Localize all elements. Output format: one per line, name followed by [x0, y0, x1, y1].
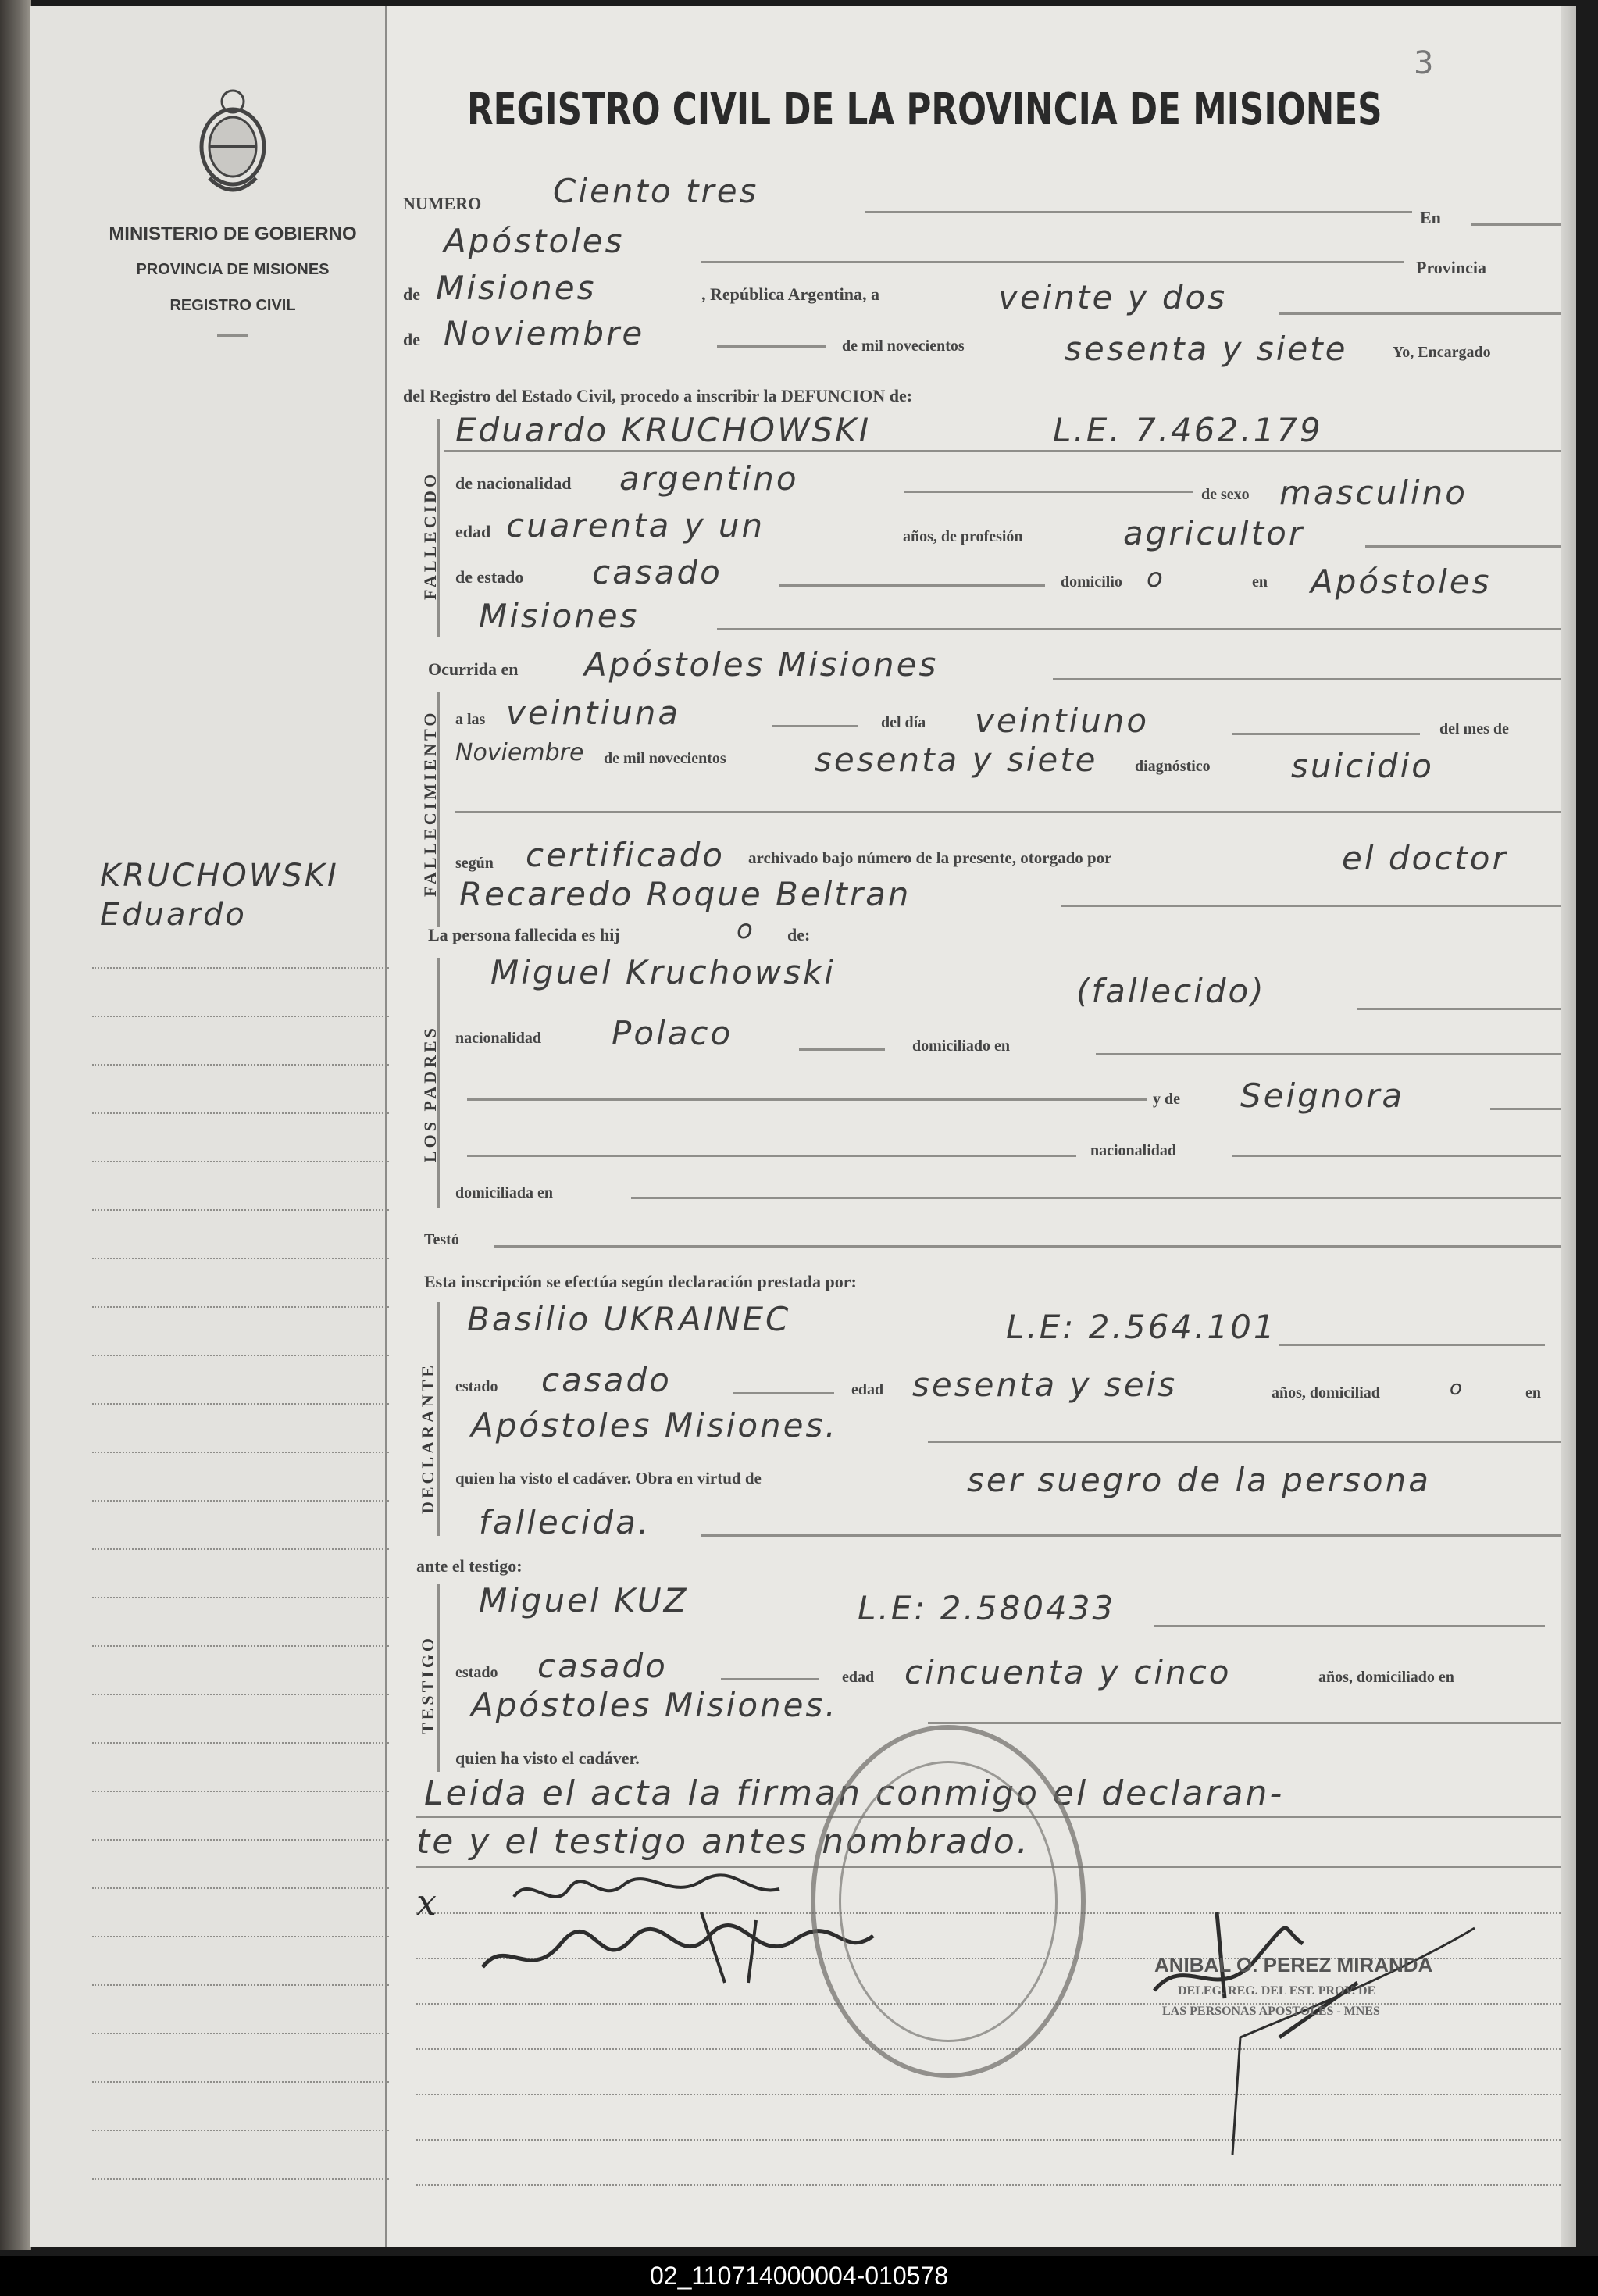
field-test-estado: casado	[537, 1647, 668, 1685]
field-doctor: el doctor	[1342, 839, 1508, 877]
label-persona: La persona fallecida es hij	[428, 925, 620, 944]
field-declarante-le: L.E: 2.564.101	[1006, 1308, 1277, 1346]
stub-ruled-line	[92, 1258, 389, 1259]
official-title2: LAS PERSONAS APOSTOLES - MNES	[1162, 2005, 1380, 2018]
stub-ruled-line	[92, 1355, 389, 1356]
field-anio-fall: sesenta y siete	[815, 741, 1098, 779]
official-name: ANIBAL O. PEREZ MIRANDA	[1154, 1953, 1433, 1976]
label-inscripcion: Esta inscripción se efectúa según declaración prestada por:	[424, 1272, 857, 1291]
rule	[467, 1155, 1076, 1157]
stub-ruled-line	[92, 1791, 389, 1792]
stub-ruled-line	[92, 1645, 389, 1647]
label-edad3: edad	[842, 1669, 875, 1686]
field-dia-fall: veintiuno	[975, 702, 1150, 740]
rule	[1365, 545, 1561, 548]
rule	[701, 261, 1404, 263]
label-estado: de estado	[455, 567, 524, 587]
stub-ruled-line	[92, 1209, 389, 1211]
rule	[1232, 1155, 1561, 1157]
field-domicilio2: Misiones	[479, 597, 640, 635]
label-segun: según	[455, 855, 494, 872]
field-cierre2: te y el testigo antes nombrado.	[416, 1822, 1030, 1862]
stub-ruled-line	[92, 1694, 389, 1695]
book-spine	[0, 0, 31, 2250]
label-alas: a las	[455, 711, 486, 728]
field-edad: cuarenta y un	[506, 506, 765, 545]
label-republica: , República Argentina, a	[701, 284, 879, 304]
rule	[733, 1392, 834, 1394]
section-testigo: TESTIGO	[418, 1634, 437, 1734]
rule	[717, 345, 826, 348]
official-seal-stamp	[811, 1725, 1086, 2078]
label-anos-prof: años, de profesión	[903, 528, 1023, 545]
label-testo: Testó	[424, 1231, 459, 1248]
label-yo: Yo, Encargado	[1393, 344, 1491, 361]
section-fallecimiento: FALLECIMIENTO	[420, 709, 440, 897]
stub-ruled-line	[92, 1500, 389, 1502]
stub-ruled-line	[92, 967, 389, 969]
field-decl-edad: sesenta y seis	[912, 1366, 1178, 1404]
field-mes-fall: Noviembre	[455, 739, 584, 766]
field-padre: Miguel Kruchowski	[490, 953, 836, 991]
section-declarante: DECLARANTE	[418, 1362, 437, 1514]
field-madre: Seignora	[1240, 1077, 1405, 1115]
rule	[1154, 1625, 1545, 1627]
stub-divider	[217, 334, 248, 337]
stub-ruled-line	[92, 1306, 389, 1308]
field-domicilio-suffix: o	[1147, 562, 1165, 594]
rule	[1279, 1344, 1545, 1346]
stub-ruled-line	[92, 2178, 389, 2180]
label-delmes: del mes de	[1439, 720, 1509, 737]
label-mil2: de mil novecientos	[604, 750, 726, 767]
field-decl-virtud: ser suegro de la persona	[967, 1461, 1431, 1499]
field-testigo-le: L.E: 2.580433	[858, 1589, 1116, 1627]
field-padre-nota: (fallecido)	[1076, 972, 1266, 1010]
field-testigo: Miguel KUZ	[479, 1581, 689, 1619]
label-diagnostico: diagnóstico	[1135, 758, 1211, 775]
label-archivado: archivado bajo número de la presente, otorgado por	[748, 848, 1112, 867]
rule	[455, 811, 1561, 813]
document-page	[30, 6, 1576, 2247]
label-nacionalidad3: nacionalidad	[1090, 1142, 1177, 1159]
label-provincia: Provincia	[1416, 258, 1487, 277]
rule	[1357, 1008, 1561, 1010]
label-estado3: estado	[455, 1664, 498, 1681]
label-quien: quien ha visto el cadáver. Obra en virtud de	[455, 1469, 762, 1487]
stub-ruled-line	[92, 1112, 389, 1114]
field-ocurrida: Apóstoles Misiones	[584, 645, 939, 684]
page-title: REGISTRO CIVIL DE LA PROVINCIA DE MISIONES	[467, 84, 1382, 135]
page-edge	[1561, 6, 1576, 2247]
signature-cross: x	[416, 1881, 437, 1923]
rule	[1061, 905, 1561, 907]
page-number: 3	[1414, 45, 1434, 81]
stub-ruled-line	[92, 1887, 389, 1889]
field-lugar: Apóstoles	[444, 222, 625, 260]
stub-ruled-line	[92, 2081, 389, 2083]
stub-ruled-line	[92, 1839, 389, 1841]
stub-ruled-line	[92, 1064, 389, 1066]
label-de: de	[403, 284, 420, 304]
footer-image-id: 02_110714000004-010578	[649, 2262, 948, 2290]
field-provincia: Misiones	[436, 269, 597, 307]
rule	[721, 1678, 819, 1680]
rule	[1490, 1108, 1561, 1110]
label-de3: de:	[787, 925, 811, 944]
rule	[865, 211, 1412, 213]
stub-given-name: Eduardo	[100, 897, 247, 933]
label-yde: y de	[1153, 1091, 1180, 1108]
label-domiciliado: domiciliado en	[912, 1037, 1011, 1055]
label-sexo: de sexo	[1201, 486, 1250, 503]
footer-bar	[0, 2256, 1598, 2296]
rule	[467, 1098, 1147, 1101]
field-diagnostico: suicidio	[1291, 747, 1434, 785]
section-fallecido: FALLECIDO	[420, 470, 440, 600]
field-decl-dom: Apóstoles Misiones.	[471, 1406, 838, 1444]
stub-surname: KRUCHOWSKI	[100, 858, 339, 894]
label-en: En	[1420, 208, 1441, 227]
label-domiciliada: domiciliada en	[455, 1184, 554, 1202]
field-estado: casado	[592, 553, 722, 591]
stub-ruled-line	[92, 1016, 389, 1017]
stub-ruled-line	[92, 1936, 389, 1937]
label-de2: de	[403, 330, 420, 349]
rule	[928, 1722, 1561, 1724]
rule	[1232, 733, 1420, 735]
field-profesion: agricultor	[1123, 514, 1305, 552]
label-estado2: estado	[455, 1378, 498, 1395]
field-domicilio: Apóstoles	[1311, 562, 1492, 601]
stub-ruled-line	[92, 1452, 389, 1453]
official-title1: DELEG. REG. DEL EST. PROV. DE	[1178, 1984, 1376, 1998]
rule	[1279, 312, 1561, 315]
field-declarante: Basilio UKRAINEC	[467, 1300, 791, 1338]
stub-column	[30, 6, 385, 2247]
field-decl-dom-suffix: o	[1450, 1377, 1464, 1400]
field-test-dom: Apóstoles Misiones.	[471, 1686, 838, 1724]
rule	[799, 1048, 885, 1051]
label-edad: edad	[455, 522, 491, 541]
field-sexo: masculino	[1279, 473, 1468, 512]
rule	[631, 1197, 1561, 1199]
stub-ruled-line	[92, 1161, 389, 1162]
label-ocurrida: Ocurrida en	[428, 659, 519, 679]
field-nacionalidad: argentino	[619, 459, 799, 498]
signature-ruled-line	[416, 2184, 1561, 2186]
label-quien2: quien ha visto el cadáver.	[455, 1748, 640, 1768]
rule	[928, 1441, 1561, 1443]
rule	[701, 1534, 1561, 1537]
label-registro: del Registro del Estado Civil, procedo a inscribir la DEFUNCION de:	[403, 386, 913, 405]
field-hijo-suffix: o	[737, 914, 755, 945]
stub-registry: REGISTRO CIVIL	[169, 297, 296, 314]
label-nacionalidad2: nacionalidad	[455, 1030, 542, 1047]
rule	[1471, 223, 1561, 226]
stub-ministry: MINISTERIO DE GOBIERNO	[109, 223, 357, 245]
field-hora: veintiuna	[506, 694, 681, 732]
field-fallecido-le: L.E. 7.462.179	[1053, 411, 1323, 449]
label-domicilio: domicilio	[1061, 573, 1122, 591]
stub-province: PROVINCIA DE MISIONES	[136, 261, 330, 278]
stub-ruled-line	[92, 1403, 389, 1405]
field-numero: Ciento tres	[553, 172, 759, 210]
field-decl-estado: casado	[541, 1361, 672, 1399]
label-deldia: del día	[881, 714, 926, 731]
label-numero: NUMERO	[403, 194, 482, 213]
field-decl-virtud2: fallecida.	[479, 1503, 651, 1541]
label-en2: en	[1252, 573, 1268, 591]
field-certificado: certificado	[526, 836, 725, 874]
stub-ruled-line	[92, 1742, 389, 1744]
rule	[717, 628, 1561, 630]
argentine-coat-of-arms-icon	[194, 84, 272, 202]
field-fallecido: Eduardo KRUCHOWSKI	[455, 411, 872, 449]
stub-ruled-line	[92, 1984, 389, 1986]
stub-ruled-line	[92, 2130, 389, 2131]
rule	[494, 1245, 1561, 1248]
stub-ruled-line	[92, 1597, 389, 1598]
field-mes: Noviembre	[444, 314, 645, 352]
rule	[779, 584, 1045, 587]
field-test-edad: cincuenta y cinco	[904, 1653, 1232, 1691]
stub-separator	[385, 6, 387, 2247]
rule	[904, 491, 1193, 493]
label-nacionalidad: de nacionalidad	[455, 473, 572, 493]
label-anos-dom: años, domiciliad	[1272, 1384, 1380, 1402]
field-cierre1: Leida el acta la firman conmigo el declaran-	[424, 1773, 1285, 1813]
field-anio: sesenta y siete	[1065, 330, 1348, 368]
label-ante: ante el testigo:	[416, 1556, 523, 1576]
label-en3: en	[1525, 1384, 1541, 1402]
field-dia: veinte y dos	[998, 278, 1228, 316]
rule	[1096, 1053, 1561, 1055]
label-mil: de mil novecientos	[842, 337, 965, 355]
stub-ruled-line	[92, 2033, 389, 2034]
rule	[1053, 678, 1561, 680]
section-padres: LOS PADRES	[420, 1025, 440, 1162]
rule	[772, 725, 858, 727]
label-anos-dom2: años, domiciliado en	[1318, 1669, 1454, 1686]
field-doctor-nombre: Recaredo Roque Beltran	[459, 875, 911, 913]
official-signature	[1123, 1881, 1514, 2162]
stub-ruled-line	[92, 1548, 389, 1550]
rule	[444, 450, 1561, 452]
field-padre-nac: Polaco	[612, 1014, 733, 1052]
label-edad2: edad	[851, 1381, 884, 1398]
